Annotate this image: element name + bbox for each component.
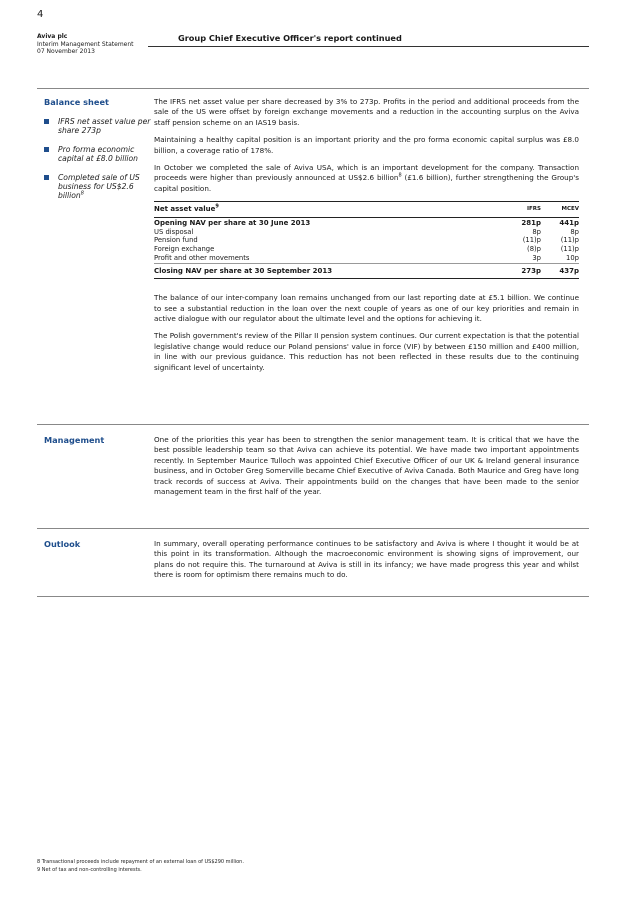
paragraph: In summary, overall operating performance continues to be satisfactory and Aviva is where I thought it would be at this point in its transformation. Although the macroeconomic environment is showing signs of improvement, our plans do not require this. The turnaround at Aviva is still in its infancy; we have made progress this year and whilst there is room for optimism there remains much to do. — [154, 539, 579, 580]
outlook-label: Outlook — [44, 539, 81, 549]
table-row: Profit and other movements 3p 10p — [154, 253, 579, 262]
title-rule — [148, 46, 589, 47]
header-divider — [37, 88, 589, 89]
paragraph: The IFRS net asset value per share decreased by 3% to 273p. Profits in the period and additional proceeds from the sale of the US were offset by foreign exchange movements and a reduction in the accounting surplus on the Aviva staff pension scheme on an IAS19 basis. — [154, 97, 579, 127]
paragraph: In October we completed the sale of Aviva USA, which is an important development for the company. Transaction proceeds were higher than previously announced at US$2.6 billion$^8$ (£1.6 billion), further strengthening the Group's capital position. — [154, 163, 579, 193]
footnote-ref: 8 — [398, 173, 402, 180]
page-number: 4 — [37, 9, 44, 20]
outlook-section — [37, 539, 589, 599]
footnote-ref: 8 — [80, 190, 84, 197]
document-info — [37, 33, 134, 56]
bullet-square-icon — [44, 175, 49, 180]
management-section — [37, 435, 589, 525]
outlook-body — [154, 539, 579, 588]
balance-sheet-body — [154, 97, 579, 380]
paragraph: Maintaining a healthy capital position is an important priority and the pro forma economic capital surplus was £8.0 billion, a coverage ratio of 178%. — [154, 135, 579, 155]
report-title: Group Chief Executive Officer's report continued — [178, 33, 402, 43]
highlight-item: Pro forma economic capital at £8.0 billion — [44, 145, 154, 164]
highlight-item: IFRS net asset value per share 273p — [44, 117, 154, 136]
document-name: Interim Management Statement — [37, 40, 134, 48]
paragraph: One of the priorities this year has been to strengthen the senior management team. It is critical that we have the best possible leadership team so that Aviva can achieve its potential. We have made two important appointments recently. In September Maurice Tulloch was appointed Chief Executive Officer of our UK & Ireland general insurance business, and in October Greg Somerville became Chief Executive of Aviva Canada. Both Maurice and Greg have long track records of success at Aviva. Their appointments build on the changes that have been made to the senior management team in the first half of the year. — [154, 435, 579, 497]
balance-sheet-section — [37, 97, 589, 413]
table-row: Pension fund (11)p (11)p — [154, 236, 579, 245]
section-divider — [37, 424, 589, 425]
paragraph: The balance of our inter-company loan remains unchanged from our last reporting date at £5.1 billion. We continue to see a substantial reduction in the loan over the next couple of years as one of our key priorities and remain in active dialogue with our regulator about the ultimate level and the options for achieving it. — [154, 293, 579, 324]
table-row: US disposal 8p 8p — [154, 227, 579, 236]
document-date: 07 November 2013 — [37, 48, 95, 55]
footnote: 9 Net of tax and non-controlling interests. — [37, 866, 142, 873]
section-divider — [37, 528, 589, 529]
footnote: 8 Transactional proceeds include repayment of an external loan of US$290 million. — [37, 859, 244, 865]
table-header — [154, 202, 579, 217]
company-name: Aviva plc — [37, 33, 68, 40]
footnotes — [37, 859, 244, 874]
section-divider — [37, 596, 589, 597]
balance-sheet-label: Balance sheet — [44, 97, 109, 107]
management-label: Management — [44, 435, 105, 445]
table-title: Net asset value$^9$ — [154, 203, 219, 214]
table-row: Foreign exchange (8)p (11)p — [154, 245, 579, 254]
management-body — [154, 435, 579, 504]
column-header: MCEV — [561, 206, 579, 213]
balance-sheet-highlights — [44, 117, 154, 210]
table-row-opening: Opening NAV per share at 30 June 2013 281p 441p — [154, 218, 579, 227]
table-row-closing: Closing NAV per share at 30 September 2013 273p 437p — [154, 267, 579, 276]
highlight-item: Completed sale of US business for US$2.6 billion$^8$ — [44, 173, 154, 201]
column-header: IFRS — [527, 206, 541, 213]
paragraph: The Polish government's review of the Pillar II pension system continues. Our current expectation is that the potential legislative change would reduce our Poland pensions' value in force (VIF) by between £150 million and £400 million, in line with our previous guidance. This reduction has not been reflected in these results due to the continuing significant level of uncertainty. — [154, 331, 579, 372]
bullet-square-icon — [44, 147, 49, 152]
bullet-square-icon — [44, 119, 49, 124]
nav-table — [154, 201, 579, 279]
